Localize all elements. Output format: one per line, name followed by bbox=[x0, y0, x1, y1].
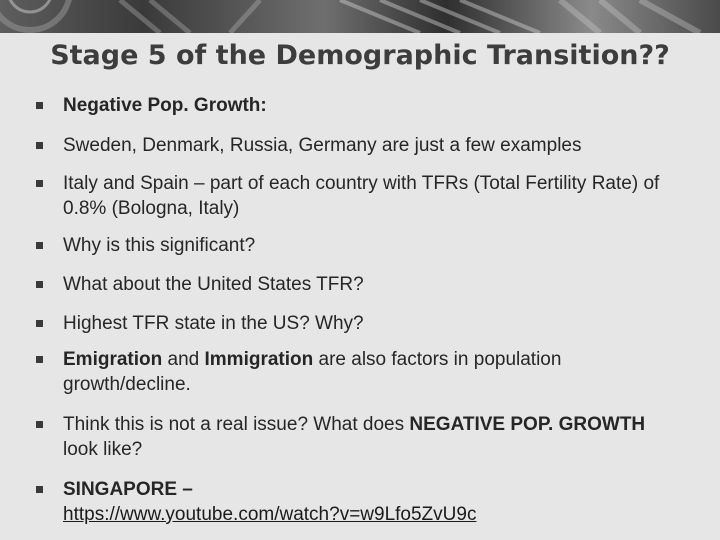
bullet-text: Italy and Spain – part of each country with TFRs (Total Fertility Rate) of 0.8% (Bologna, Italy) bbox=[63, 173, 660, 219]
bullet-text-bold: Immigration bbox=[204, 349, 314, 370]
bullet-item bbox=[35, 93, 685, 118]
square-bullet-icon bbox=[36, 320, 43, 327]
bullet-item bbox=[35, 272, 685, 297]
bullet-item bbox=[35, 133, 685, 158]
bullet-text: Why is this significant? bbox=[63, 235, 256, 256]
header-banner-image bbox=[0, 0, 720, 33]
bullet-text: look like? bbox=[63, 439, 143, 460]
bullet-text: Negative Pop. Growth: bbox=[63, 95, 267, 116]
square-bullet-icon bbox=[36, 421, 43, 428]
bullet-text: and bbox=[162, 349, 205, 370]
banner-texture bbox=[0, 0, 720, 33]
bullet-text-bold: NEGATIVE POP. GROWTH bbox=[409, 414, 646, 435]
bullet-text: Think this is not a real issue? What does bbox=[63, 414, 410, 435]
bullet-text: Highest TFR state in the US? Why? bbox=[63, 313, 364, 334]
bullet-text: Sweden, Denmark, Russia, Germany are just a few examples bbox=[63, 135, 582, 156]
slide-title: Stage 5 of the Demographic Transition?? bbox=[50, 40, 670, 71]
square-bullet-icon bbox=[36, 356, 43, 363]
bullet-item bbox=[35, 311, 685, 336]
youtube-link[interactable]: https://www.youtube.com/watch?v=w9Lfo5ZvU9c bbox=[63, 504, 477, 525]
bullet-item bbox=[35, 347, 685, 397]
square-bullet-icon bbox=[36, 142, 43, 149]
bullet-text-bold: Emigration bbox=[63, 349, 163, 370]
square-bullet-icon bbox=[36, 281, 43, 288]
square-bullet-icon bbox=[36, 102, 43, 109]
square-bullet-icon bbox=[36, 242, 43, 249]
bullet-item bbox=[35, 171, 685, 221]
bullet-text: What about the United States TFR? bbox=[63, 274, 364, 295]
bullet-text: are also factors in population growth/decline. bbox=[63, 349, 562, 395]
bullet-item bbox=[35, 412, 685, 462]
bullet-text-bold: SINGAPORE – bbox=[63, 479, 193, 500]
bullet-item bbox=[35, 233, 685, 258]
square-bullet-icon bbox=[36, 180, 43, 187]
square-bullet-icon bbox=[36, 486, 43, 493]
bullet-item bbox=[35, 477, 685, 527]
